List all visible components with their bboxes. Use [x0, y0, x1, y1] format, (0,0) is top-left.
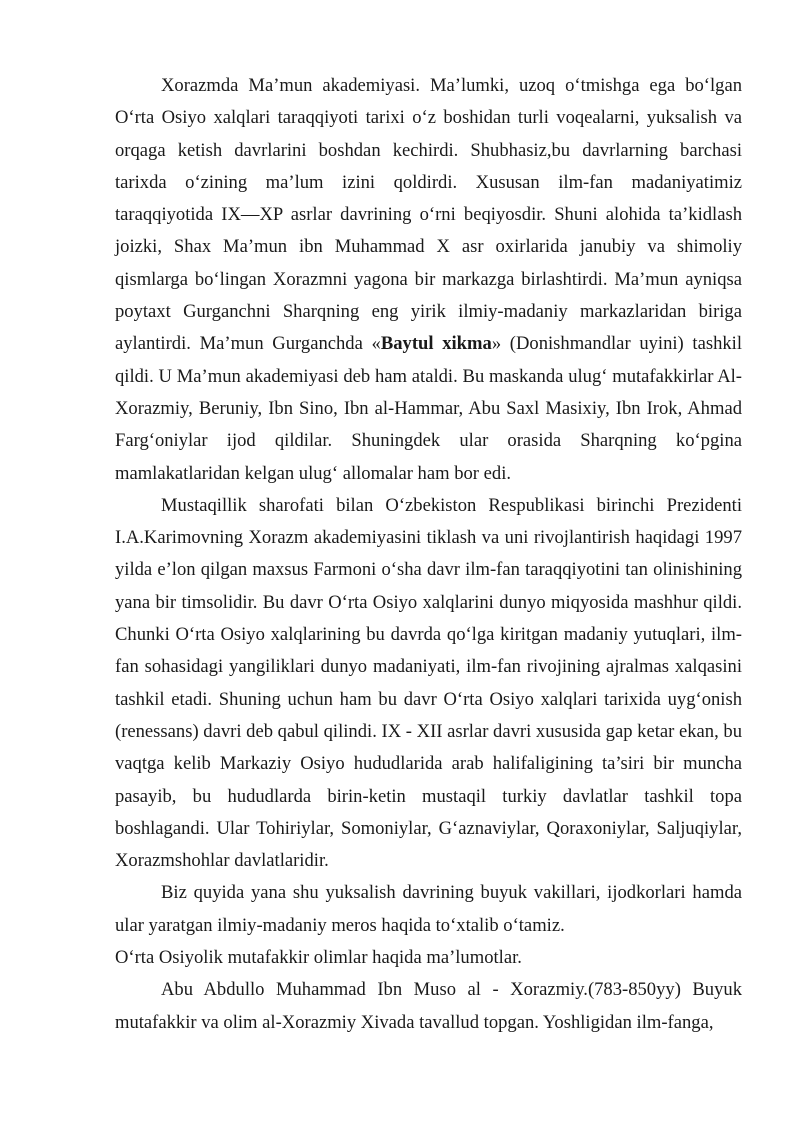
paragraph-text-continued: » (Donishmandlar uyini) tashkil qildi. U Ma’mun akademiyasi deb ham ataldi. Bu maskanda ulug‘ mutafakkirlar Al-Xorazmiy, Beruniy, Ibn Sino, Ibn al-Hammar, Abu Saxl Masixiy, Ibn Irok, Ahmad Farg‘oniylar ijod qildilar. Shuningdek ular orasida Sharqning ko‘pgina mamlakatlaridan kelgan ulug‘ allomalar ham bor edi.	[115, 333, 743, 484]
paragraph-al-xorazmiy	[115, 974, 742, 1039]
paragraph-text: Biz quyida yana shu yuksalish davrining buyuk vakillari, ijodkorlari hamda ular yaratgan ilmiy-madaniy meros haqida to‘xtalib o‘tamiz.	[115, 882, 742, 936]
paragraph-mamun-academy	[115, 70, 742, 490]
paragraph-independence	[115, 490, 742, 878]
paragraph-intro	[115, 877, 742, 942]
bold-term-baytul-xikma: Baytul xikma	[380, 333, 492, 355]
heading-text: O‘rta Osiyolik mutafakkir olimlar haqida ma’lumotlar.	[115, 947, 522, 969]
paragraph-text: Mustaqillik sharofati bilan O‘zbekiston Respublikasi birinchi Prezidenti I.A.Karimovning Xorazm akademiyasini tiklash va uni rivojlantirish haqidagi 1997 yilda e’lon qilgan maxsus Farmoni o‘sha davr ilm-fan taraqqiyotini tan olinishining yana bir timsolidir. Bu davr O‘rta Osiyo xalqlarini dunyo miqyosida mashhur qildi. Chunki O‘rta Osiyo xalqlarining bu davrda qo‘lga kiritgan madaniy yutuqlari, ilm-fan sohasidagi yangiliklari dunyo madaniyati, ilm-fan rivojining ajralmas xalqasini tashkil etadi. Shuning uchun ham bu davr O‘rta Osiyo xalqlari tarixida uyg‘onish (renessans) davri deb qabul qilindi. IX - XII asrlar davri xususida gap ketar ekan, bu vaqtga kelib Markaziy Osiyo hududlarida arab halifaligining ta’siri bir muncha pasayib, bu hududlarda birin-ketin mustaqil turkiy davlatlar tashkil topa boshlagandi. Ular Tohiriylar, Somoniylar, G‘aznaviylar, Qoraxoniylar, Saljuqiylar, Xorazmshohlar davlatlaridir.	[115, 494, 742, 872]
paragraph-text: Abu Abdullo Muhammad Ibn Muso al - Xorazmiy.(783-850yy) Buyuk mutafakkir va olim al-Xorazmiy Xivada tavallud topgan. Yoshligidan ilm-fanga,	[115, 979, 742, 1033]
document-page	[115, 70, 742, 1039]
paragraph-text: Xorazmda Ma’mun akademiyasi. Ma’lumki, uzoq o‘tmishga ega bo‘lgan O‘rta Osiyo xalqlari taraqqiyoti tarixi o‘z boshidan turli voqealarni, yuksalish va orqaga ketish davrlarini boshdan kechirdi. Shubhasiz,bu davrlarning barchasi tarixda o‘zining ma’lum izini qoldirdi. Xususan ilm-fan madaniyatimiz taraqqiyotida IX—XP asrlar davrining o‘rni beqiyosdir. Shuni alohida ta’kidlash joizki, Shax Ma’mun ibn Muhammad X asr oxirlarida janubiy va shimoliy qismlarga bo‘lingan Xorazmni yagona bir markazga birlashtirdi. Ma’mun ayniqsa poytaxt Gurganchni Sharqning eng yirik ilmiy-madaniy markazlaridan biriga aylantirdi. Ma’mun Gurganchda «	[115, 75, 742, 355]
section-heading-thinkers	[115, 942, 742, 974]
